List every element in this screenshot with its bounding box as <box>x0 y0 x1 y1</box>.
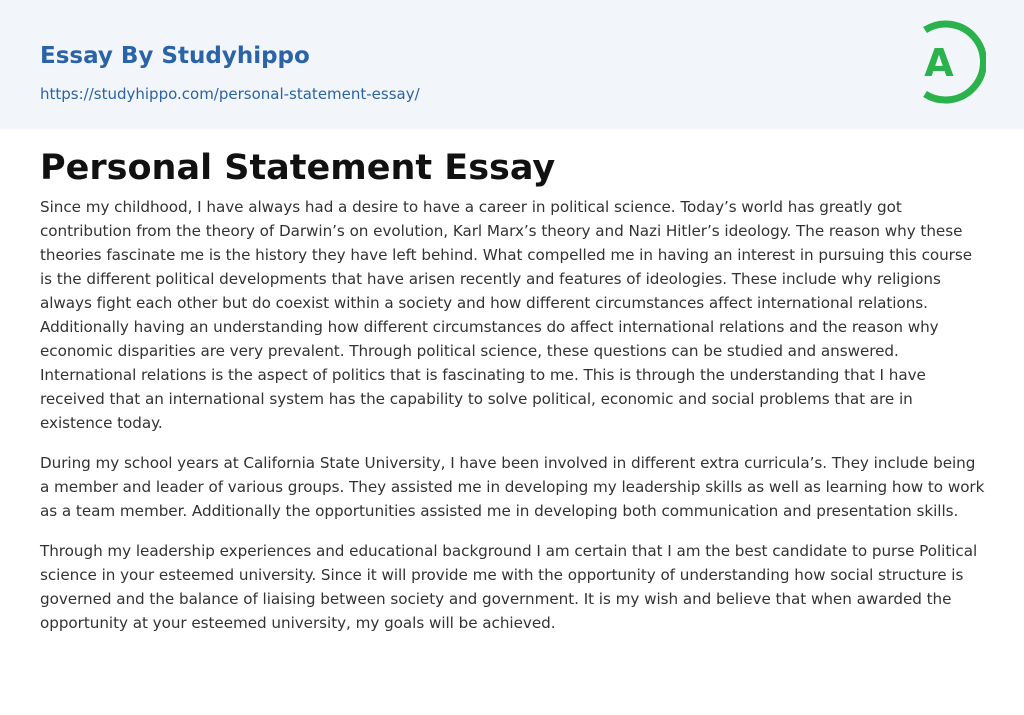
essay-url-link[interactable]: https://studyhippo.com/personal-statement-essay/ <box>40 85 420 103</box>
essay-content <box>40 145 985 651</box>
site-header <box>0 0 1024 129</box>
essay-paragraph: During my school years at California State University, I have been involved in different extra curricula’s. They include being a member and leader of various groups. They assisted me in developing my leadership skills as well as learning how to work as a team member. Additionally the opportunities assisted me in developing both communication and presentation skills. <box>40 454 985 520</box>
logo-letter: A <box>924 41 954 85</box>
essay-paragraph: Since my childhood, I have always had a desire to have a career in political science. Today’s world has greatly got contribution from the theory of Darwin’s on evolution, Karl Marx’s theory and Nazi Hitler’s ideology. The reason why these theories fascinate me is the history they have left behind. What compelled me in having an interest in pursuing this course is the different political developments that have arisen recently and features of ideologies. These include why religions always fight each other but do coexist within a society and how different circumstances affect international relations. Additionally having an understanding how different circumstances do affect international relations and the reason why economic disparities are very prevalent. Through political science, these questions can be studied and answered. International relations is the aspect of politics that is fascinating to me. This is through the understanding that I have received that an international system has the capability to solve political, economic and social problems that are in existence today. <box>40 198 973 432</box>
logo-icon <box>912 19 986 105</box>
brand-title: Essay By Studyhippo <box>40 43 310 69</box>
studyhippo-logo[interactable] <box>912 19 986 105</box>
page-title: Personal Statement Essay <box>40 148 556 188</box>
essay-paragraph: Through my leadership experiences and educational background I am certain that I am the best candidate to purse Political science in your esteemed university. Since it will provide me with the opportunity of understanding how social structure is governed and the balance of liaising between society and government. It is my wish and believe that when awarded the opportunity at your esteemed university, my goals will be achieved. <box>40 542 978 632</box>
